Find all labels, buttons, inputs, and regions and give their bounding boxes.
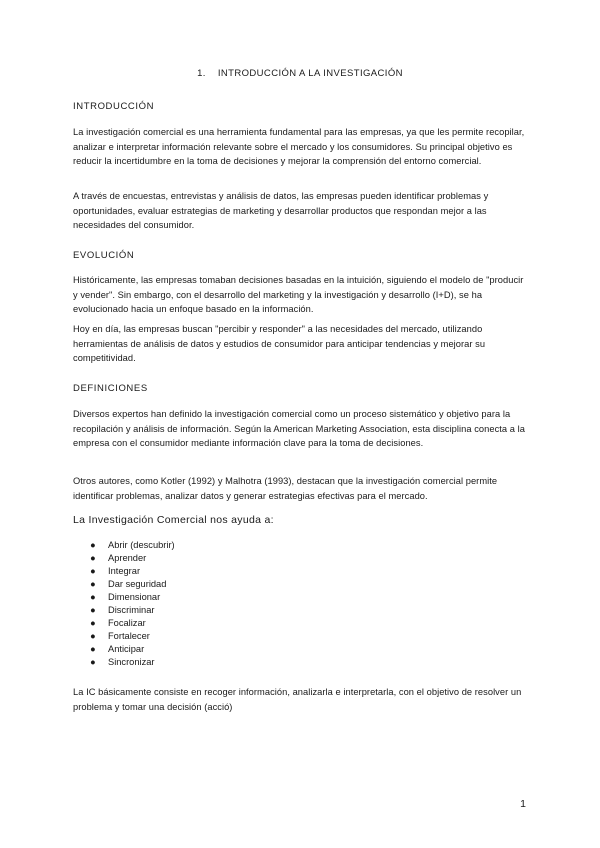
list-item: ● Sincronizar (90, 657, 155, 667)
title-number: 1. (197, 68, 206, 79)
list-item: ● Dar seguridad (90, 579, 167, 589)
bullet-icon: ● (90, 644, 96, 654)
evolucion-paragraph-2: Hoy en día, las empresas buscan "percibir y responder" a las necesidades del mercado, utilizando herramientas de análisis de datos y estudios de consumidor para anticipar tendencias y mejorar su competitividad. (73, 324, 486, 363)
bullet-icon: ● (90, 592, 96, 602)
list-item: ● Aprender (90, 553, 147, 563)
heading-introduccion: INTRODUCCIÓN (73, 101, 155, 112)
list-item: ● Focalizar (90, 618, 146, 628)
list-item: ● Abrir (descubrir) (90, 540, 175, 550)
intro-paragraph-1: La investigación comercial es una herramienta fundamental para las empresas, ya que les permite recopilar, analizar e interpretar información relevante sobre el mercado y los consumidores. Su principal objetivo es reducir la incertidumbre en la toma de decisiones y mejorar la comprensión del entorno comercial. (73, 127, 525, 166)
closing-paragraph: La IC básicamente consiste en recoger información, analizarla e interpretarla, con el objetivo de resolver un problema y tomar una decisión (acció) (73, 687, 522, 712)
bullet-icon: ● (90, 657, 96, 667)
intro-paragraph-2: A través de encuestas, entrevistas y análisis de datos, las empresas pueden identificar problemas y oportunidades, evaluar estrategias de marketing y desarrollar productos que respondan mejor a las necesidades del consumidor. (73, 191, 489, 230)
bullet-icon: ● (90, 579, 96, 589)
heading-definiciones: DEFINICIONES (73, 383, 148, 394)
document-title (0, 68, 600, 79)
list-item: ● Integrar (90, 566, 141, 576)
page-number: 1 (520, 798, 526, 810)
list-item: ● Anticipar (90, 644, 145, 654)
evolucion-paragraph-1: Históricamente, las empresas tomaban decisiones basadas en la intuición, siguiendo el modelo de "producir y vender". Sin embargo, con el desarrollo del marketing y la investigación y desarrollo (I+D), se ha evolucionado hacia un enfoque basado en la información. (73, 275, 524, 314)
bullet-icon: ● (90, 540, 96, 550)
definiciones-paragraph-2: Otros autores, como Kotler (1992) y Malhotra (1993), destacan que la investigación comercial permite identificar problemas, analizar datos y generar estrategias efectivas para el mercado. (73, 476, 498, 501)
list-lead: La Investigación Comercial nos ayuda a: (73, 514, 274, 526)
bullet-icon: ● (90, 605, 96, 615)
list-item: ● Dimensionar (90, 592, 161, 602)
bullet-icon: ● (90, 566, 96, 576)
bullet-icon: ● (90, 618, 96, 628)
bullet-icon: ● (90, 631, 96, 641)
list-item: ● Discriminar (90, 605, 155, 615)
heading-evolucion: EVOLUCIÓN (73, 250, 135, 261)
definiciones-paragraph-1: Diversos expertos han definido la investigación comercial como un proceso sistemático y objetivo para la recopilación y análisis de información. Según la American Marketing Association, esta disciplina conecta a la empresa con el consumidor mediante información clave para la toma de decisiones. (73, 409, 525, 448)
bullet-icon: ● (90, 553, 96, 563)
list-item: ● Fortalecer (90, 631, 150, 641)
benefits-list (90, 539, 175, 669)
title-text: INTRODUCCIÓN A LA INVESTIGACIÓN (217, 68, 403, 79)
